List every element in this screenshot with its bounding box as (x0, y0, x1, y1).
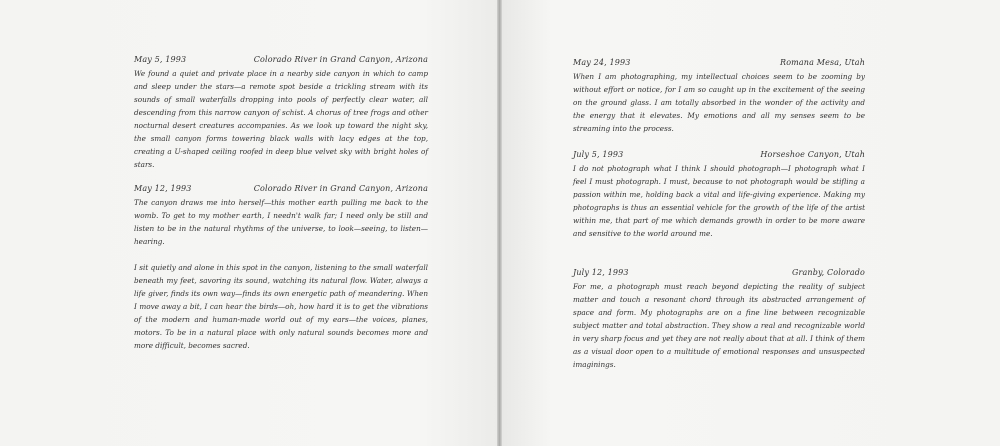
entry-date: May 5, 1993 (134, 55, 187, 64)
journal-entry (134, 184, 428, 352)
entry-date: May 24, 1993 (573, 58, 631, 67)
journal-entry (573, 268, 865, 372)
entry-place: Horseshoe Canyon, Utah (760, 150, 865, 159)
journal-entry (573, 150, 865, 241)
entry-paragraph: I do not photograph what I think I should photograph—I photograph what I feel I must photograph. I must, because to not photograph would be stifling a passion within me, holding back a vital and life-giving experience. Making my photographs is thus an essential vehicle for the growth of the life of the artist within me, that part of me which demands growth in order to be more aware and sensitive to the world around me. (573, 164, 865, 238)
entry-place: Colorado River in Grand Canyon, Arizona (253, 184, 428, 193)
entry-paragraph: When I am photographing, my intellectual choices seem to be zooming by without effort or notice, for I am so caught up in the excitement of the seeing on the ground glass. I am totally absorbed in the wonder of the activity and the energy that it elevates. My emotions and all my senses seem to be streaming into the process. (573, 72, 865, 133)
entry-header (573, 150, 865, 160)
entry-header (134, 55, 428, 65)
journal-entry (573, 58, 865, 136)
entry-date: July 12, 1993 (573, 268, 629, 277)
entry-header (573, 268, 865, 278)
entry-paragraph: For me, a photograph must reach beyond depicting the reality of subject matter and touch a resonant chord through its abstracted arrangement of space and form. My photographs are on a fine line between recognizable subject matter and total abstraction. They show a real and recognizable world in very sharp focus and yet they are not really about that at all. I think of them as a visual door open to a multitude of emotional responses and unsuspected imaginings. (573, 282, 865, 369)
entry-paragraph: I sit quietly and alone in this spot in the canyon, listening to the small waterfall beneath my feet, savoring its sound, watching its natural flow. Water, always a life giver, finds its own way—finds its own energetic path of meandering. When I move away a bit, I can hear the birds—oh, how hard it is to get the vibrations of the modern and human-made world out of my ears—the voices, planes, motors. To be in a natural place with only natural sounds becomes more and more difficult, becomes sacred. (134, 262, 428, 350)
entry-date: July 5, 1993 (573, 150, 624, 159)
entry-header (134, 184, 428, 194)
entry-paragraph: The canyon draws me into herself—this mother earth pulling me back to the womb. To get to my mother earth, I needn't walk far; I need only be still and listen to be in the natural rhythms of the universe, to look—seeing, to listen—hearing. (134, 198, 428, 246)
entry-header (573, 58, 865, 68)
entry-date: May 12, 1993 (134, 184, 192, 193)
journal-entry (134, 55, 428, 172)
entry-paragraph: We found a quiet and private place in a nearby side canyon in which to camp and sleep under the stars—a remote spot beside a trickling stream with its sounds of small waterfalls dropping into pools of perfectly clear water, all descending from this narrow canyon of schist. A chorus of tree frogs and other nocturnal desert creatures accompanies. As we look up toward the night sky, the small canyon forms towering black walls with lacy edges at the top, creating a U-shaped ceiling roofed in deep blue velvet sky with bright holes of stars. (134, 69, 428, 169)
entry-place: Colorado River in Grand Canyon, Arizona (253, 55, 428, 64)
entry-place: Granby, Colorado (791, 268, 865, 277)
entry-place: Romana Mesa, Utah (780, 58, 865, 67)
